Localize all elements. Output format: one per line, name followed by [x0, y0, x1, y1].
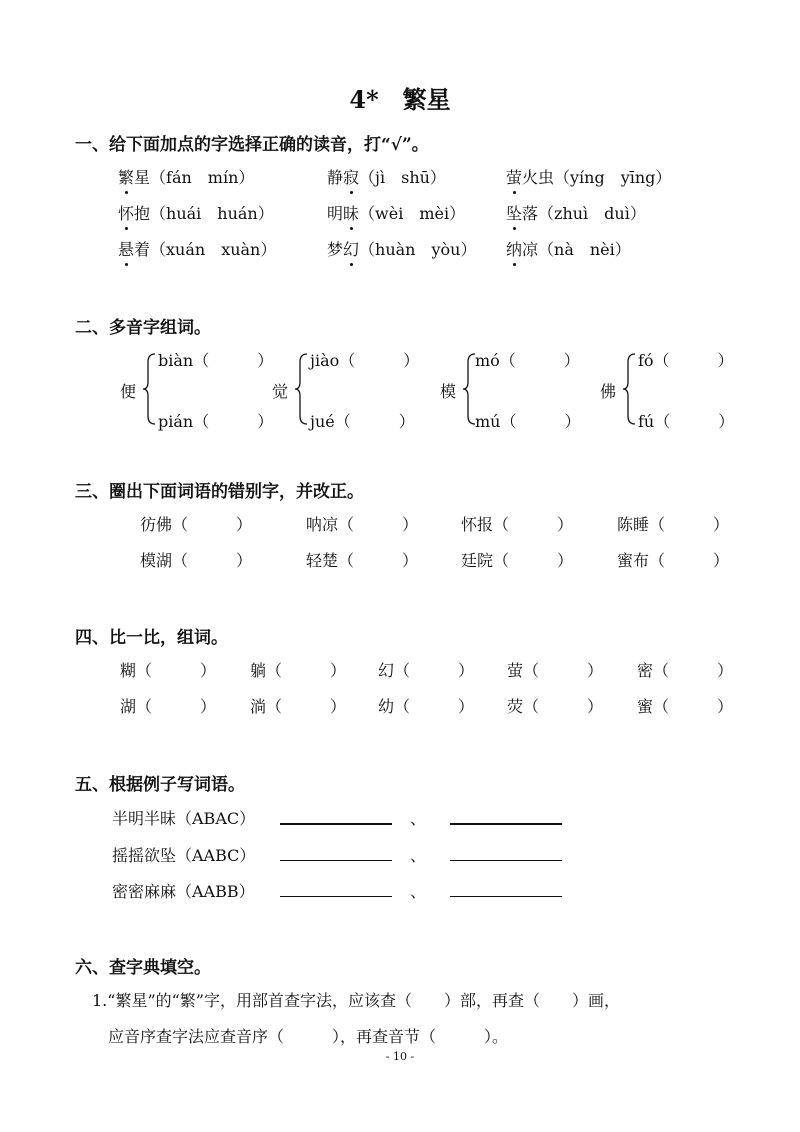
separator: 、 — [410, 882, 427, 901]
answer-line[interactable] — [280, 823, 392, 825]
section-3-heading: 三、圈出下面词语的错别字，并改正。 — [75, 482, 364, 502]
compare-word: 幻（ ） — [378, 661, 475, 680]
brace-icon — [462, 352, 476, 426]
compare-word: 幼（ ） — [378, 697, 475, 716]
polyphone-char: 佛 — [600, 382, 617, 401]
polyphone-char: 模 — [440, 382, 457, 401]
s1-item: 繁星（fán mín） — [118, 168, 255, 187]
section-5-heading: 五、根据例子写词语。 — [75, 775, 245, 795]
typo-word: 廷院（ ） — [461, 551, 574, 570]
page-number: - 10 - — [385, 1050, 415, 1063]
s1-item: 梦幻（huàn yòu） — [327, 240, 477, 259]
s1-item: 明昧（wèi mèi） — [327, 204, 466, 223]
compare-word: 湖（ ） — [120, 697, 217, 716]
polyphone-char: 便 — [120, 382, 137, 401]
typo-word: 蜜布（ ） — [617, 551, 730, 570]
example-pattern: 密密麻麻（AABB） — [112, 882, 255, 901]
brace-icon — [622, 352, 636, 426]
polyphone-reading: pián（ ） — [158, 412, 274, 431]
typo-word: 模湖（ ） — [140, 551, 253, 570]
dictionary-question-line: 应音序查字法应查音序（ ），再查音节（ ）。 — [108, 1027, 509, 1046]
polyphone-reading: mú（ ） — [475, 412, 581, 431]
polyphone-reading: fú（ ） — [638, 412, 735, 431]
separator: 、 — [410, 809, 427, 828]
typo-word: 怀报（ ） — [461, 515, 574, 534]
answer-line[interactable] — [280, 896, 392, 897]
compare-word: 萤（ ） — [507, 661, 604, 680]
polyphone-reading: fó（ ） — [638, 351, 734, 370]
brace-icon — [294, 352, 308, 426]
brace-icon — [142, 352, 156, 426]
example-pattern: 半明半昧（ABAC） — [112, 809, 256, 828]
separator: 、 — [410, 846, 427, 865]
section-2-heading: 二、多音字组词。 — [75, 318, 211, 338]
answer-line[interactable] — [450, 823, 562, 825]
s1-item: 怀抱（huái huán） — [118, 204, 274, 223]
page-title: 4* 繁星 — [349, 85, 451, 114]
typo-word: 彷佛（ ） — [140, 515, 253, 534]
compare-word: 糊（ ） — [120, 661, 217, 680]
typo-word: 轻楚（ ） — [306, 551, 419, 570]
section-4-heading: 四、比一比，组词。 — [75, 628, 228, 648]
dictionary-question-line: 1.“繁星”的“繁”字，用部首查字法，应该查（ ）部，再查（ ）画， — [92, 991, 620, 1010]
answer-line[interactable] — [450, 860, 562, 861]
example-pattern: 摇摇欲坠（AABC） — [112, 846, 256, 865]
compare-word: 躺（ ） — [250, 661, 347, 680]
polyphone-reading: jué（ ） — [310, 412, 415, 431]
polyphone-reading: mó（ ） — [475, 351, 580, 370]
polyphone-reading: biàn（ ） — [158, 351, 274, 370]
typo-word: 陈睡（ ） — [617, 515, 730, 534]
answer-line[interactable] — [450, 896, 562, 897]
section-6-heading: 六、查字典填空。 — [75, 958, 211, 978]
s1-item: 静寂（jì shū） — [327, 168, 446, 187]
compare-word: 密（ ） — [637, 661, 734, 680]
answer-line[interactable] — [280, 860, 392, 861]
s1-item: 纳凉（nà nèi） — [506, 240, 631, 259]
section-1-heading: 一、给下面加点的字选择正确的读音，打“√”。 — [75, 135, 429, 155]
s1-item: 坠落（zhuì duì） — [506, 204, 646, 223]
polyphone-reading: jiào（ ） — [310, 351, 420, 370]
polyphone-char: 觉 — [272, 382, 289, 401]
compare-word: 蜜（ ） — [637, 697, 734, 716]
s1-item: 悬着（xuán xuàn） — [118, 240, 277, 259]
compare-word: 荧（ ） — [507, 697, 604, 716]
s1-item: 萤火虫（yíng yīng） — [506, 168, 672, 187]
typo-word: 呐凉（ ） — [306, 515, 419, 534]
compare-word: 淌（ ） — [250, 697, 347, 716]
